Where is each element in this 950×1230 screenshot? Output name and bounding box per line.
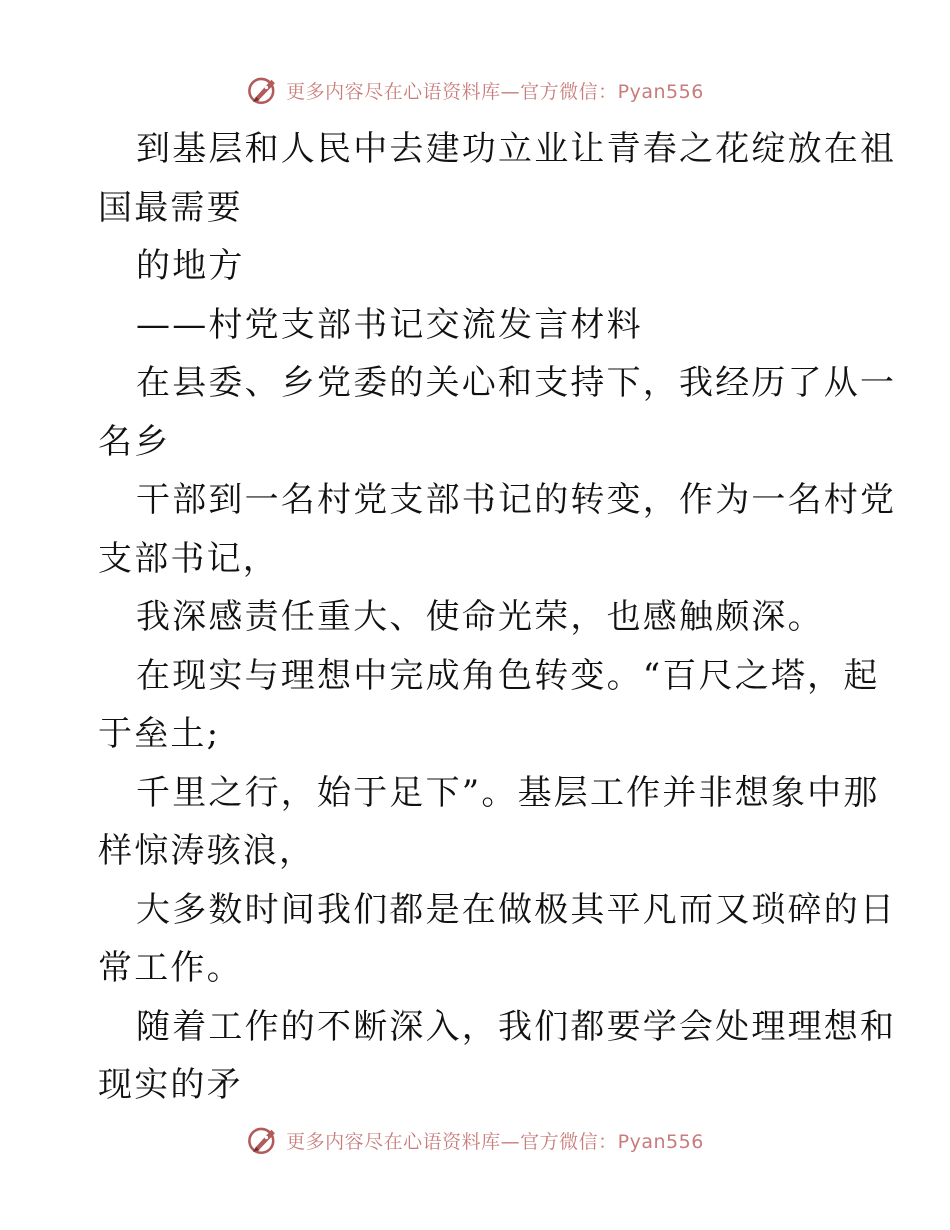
- watermark-text: [286, 1127, 704, 1154]
- watermark-dash: —: [500, 80, 521, 103]
- text-line: 到基层和人民中去建功立业让青春之花绽放在祖: [136, 129, 897, 169]
- text-line: 在现实与理想中完成角色转变。“百尺之塔，起: [136, 655, 880, 696]
- watermark-wechat: 官方微信：Pyan556: [520, 1130, 704, 1153]
- text-line: 样惊涛骇浪，: [98, 831, 316, 871]
- text-line: 常工作。: [98, 948, 243, 988]
- text-line: 现实的矛: [98, 1065, 243, 1105]
- footer-watermark: [0, 1120, 950, 1160]
- text-line: ——村党支部书记交流发言材料: [136, 304, 643, 345]
- text-line: 随着工作的不断深入，我们都要学会处理理想和: [136, 1006, 897, 1047]
- text-line: 的地方: [136, 246, 245, 286]
- text-line: 于垒土;: [98, 714, 221, 754]
- text-line: 名乡: [98, 421, 171, 462]
- text-line: 在县委、乡党委的关心和支持下，我经历了从一: [136, 363, 897, 403]
- text-line: 干部到一名村党支部书记的转变，作为一名村党: [136, 480, 897, 520]
- text-line: 我深感责任重大、使命光荣，也感触颇深。: [136, 597, 824, 637]
- watermark-site: 更多内容尽在心语资料库: [286, 1130, 501, 1153]
- text-line: 大多数时间我们都是在做极其平凡而又琐碎的日: [136, 889, 897, 930]
- text-line: 支部书记，: [98, 538, 279, 579]
- text-line: 国最需要: [98, 187, 243, 228]
- watermark-site: 更多内容尽在心语资料库: [286, 80, 501, 103]
- watermark-wechat: 官方微信：Pyan556: [520, 80, 704, 103]
- pen-nib-logo-icon: [246, 73, 280, 107]
- header-watermark: [0, 70, 950, 110]
- text-line: 千里之行，始于足下”。基层工作并非想象中那: [136, 772, 880, 813]
- watermark-dash: —: [500, 1130, 521, 1153]
- document-body: [98, 120, 897, 1115]
- watermark-text: [286, 77, 704, 104]
- pen-nib-logo-icon: [246, 1123, 280, 1157]
